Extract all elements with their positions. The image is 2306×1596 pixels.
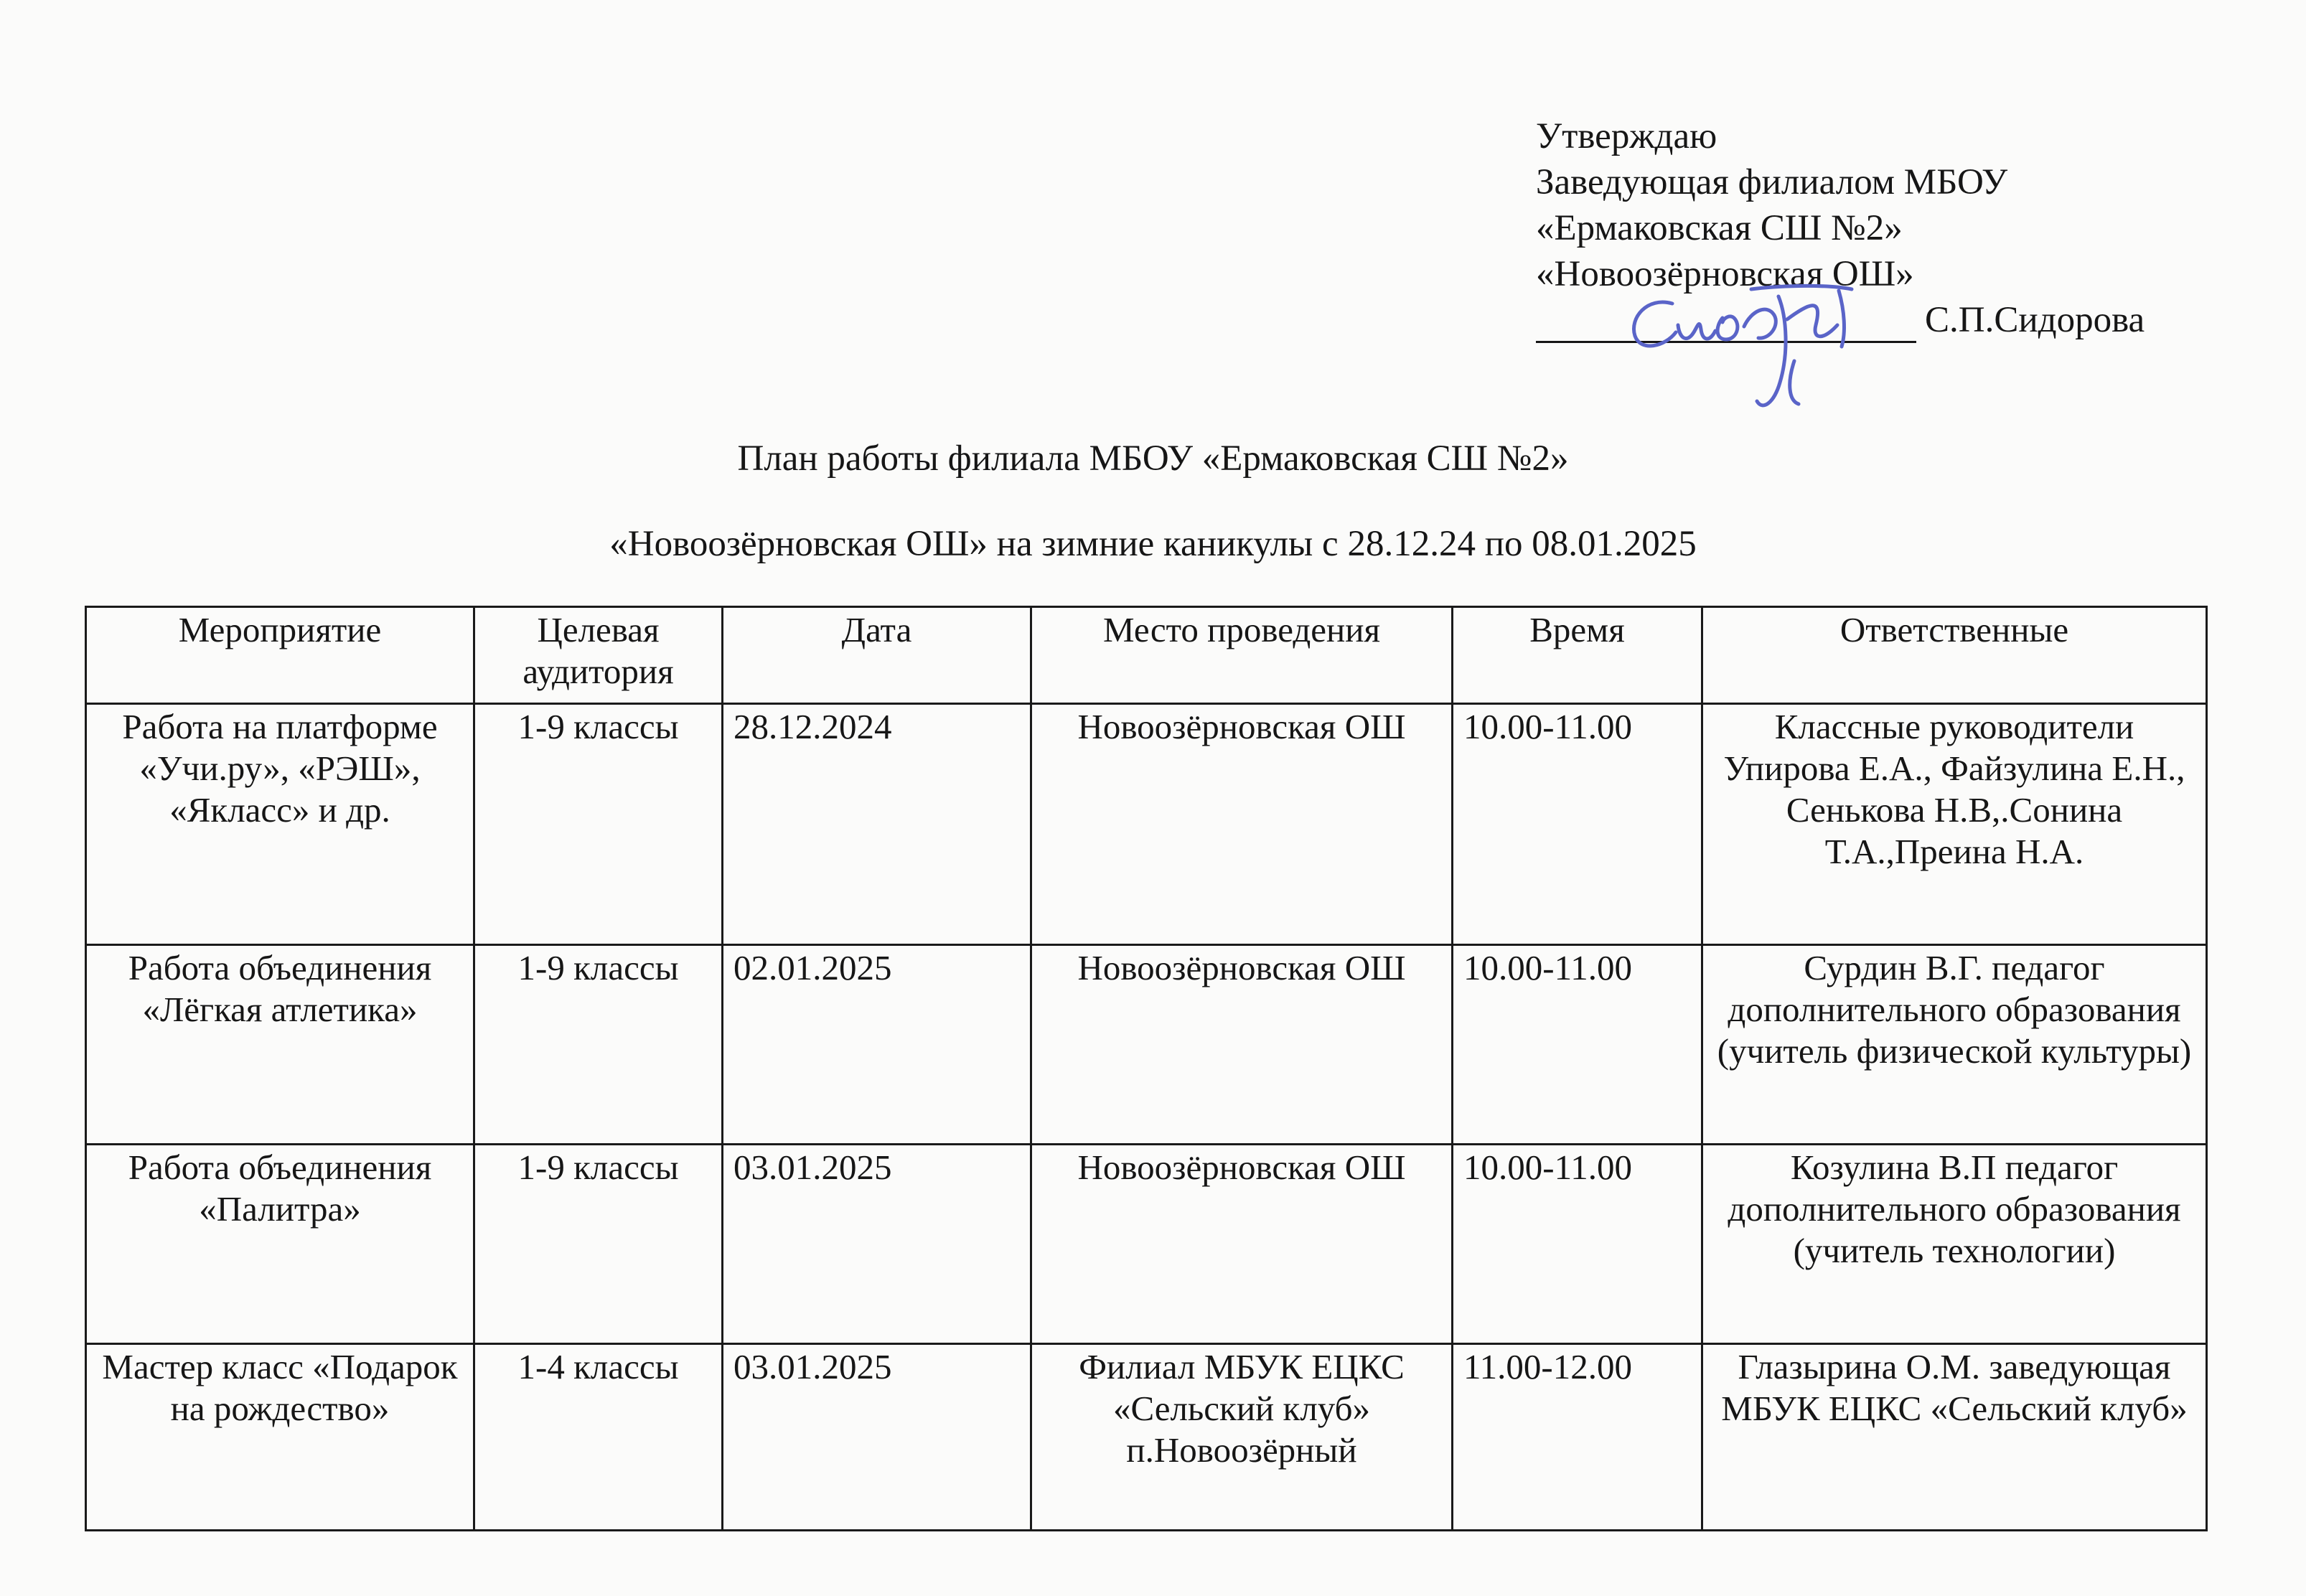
handwritten-signature: [1608, 275, 1916, 418]
cell-date: 02.01.2025: [723, 945, 1031, 1145]
header-responsible: Ответственные: [1702, 607, 2207, 704]
document-title-line1: План работы филиала МБОУ «Ермаковская СШ №2»: [737, 438, 1569, 479]
approval-block: [1536, 113, 2145, 343]
header-place: Место проведения: [1031, 607, 1453, 704]
cell-date: 28.12.2024: [723, 704, 1031, 945]
table-row: [86, 945, 2207, 1145]
signature-blank: [1536, 304, 1916, 343]
cell-event: Работа на платформе «Учи.ру», «РЭШ», «Якласс» и др.: [86, 704, 474, 945]
header-audience: Целевая аудитория: [474, 607, 723, 704]
cell-time: 10.00-11.00: [1453, 945, 1702, 1145]
header-event: Мероприятие: [86, 607, 474, 704]
cell-time: 10.00-11.00: [1453, 704, 1702, 945]
cell-place: Новоозёрновская ОШ: [1031, 1145, 1453, 1344]
approval-school: «Ермаковская СШ №2»: [1536, 208, 1903, 248]
cell-date: 03.01.2025: [723, 1344, 1031, 1531]
signer-name: С.П.Сидорова: [1925, 300, 2145, 340]
cell-event: Мастер класс «Подарок на рождество»: [86, 1344, 474, 1531]
approval-word: Утверждаю: [1536, 116, 1717, 156]
document-title-line2: «Новоозёрновская ОШ» на зимние каникулы с 28.12.24 по 08.01.2025: [609, 524, 1697, 564]
cell-date: 03.01.2025: [723, 1145, 1031, 1344]
cell-responsible: Козулина В.П педагог дополнительного образования (учитель технологии): [1702, 1145, 2207, 1344]
header-date: Дата: [723, 607, 1031, 704]
cell-event: Работа объединения «Лёгкая атлетика»: [86, 945, 474, 1145]
plan-table: [85, 606, 2208, 1531]
table-row: [86, 1344, 2207, 1531]
table-header-row: [86, 607, 2207, 704]
cell-place: Новоозёрновская ОШ: [1031, 704, 1453, 945]
cell-audience: 1-9 классы: [474, 1145, 723, 1344]
cell-time: 11.00-12.00: [1453, 1344, 1702, 1531]
cell-audience: 1-9 классы: [474, 945, 723, 1145]
header-time: Время: [1453, 607, 1702, 704]
cell-responsible: Классные руководители Упирова Е.А., Файзулина Е.Н., Сенькова Н.В,.Сонина Т.А.,Преина Н.А.: [1702, 704, 2207, 945]
table-row: [86, 704, 2207, 945]
cell-audience: 1-4 классы: [474, 1344, 723, 1531]
cell-audience: 1-9 классы: [474, 704, 723, 945]
cell-place: Филиал МБУК ЕЦКС «Сельский клуб» п.Новоозёрный: [1031, 1344, 1453, 1531]
cell-time: 10.00-11.00: [1453, 1145, 1702, 1344]
cell-event: Работа объединения «Палитра»: [86, 1145, 474, 1344]
cell-responsible: Глазырина О.М. заведующая МБУК ЕЦКС «Сельский клуб»: [1702, 1344, 2207, 1531]
cell-responsible: Сурдин В.Г. педагог дополнительного образования (учитель физической культуры): [1702, 945, 2207, 1145]
approval-branch: «Новоозёрновская ОШ»: [1536, 254, 1914, 294]
table-row: [86, 1145, 2207, 1344]
signature-line: [1536, 297, 2145, 343]
cell-place: Новоозёрновская ОШ: [1031, 945, 1453, 1145]
approval-position: Заведующая филиалом МБОУ: [1536, 162, 2008, 202]
